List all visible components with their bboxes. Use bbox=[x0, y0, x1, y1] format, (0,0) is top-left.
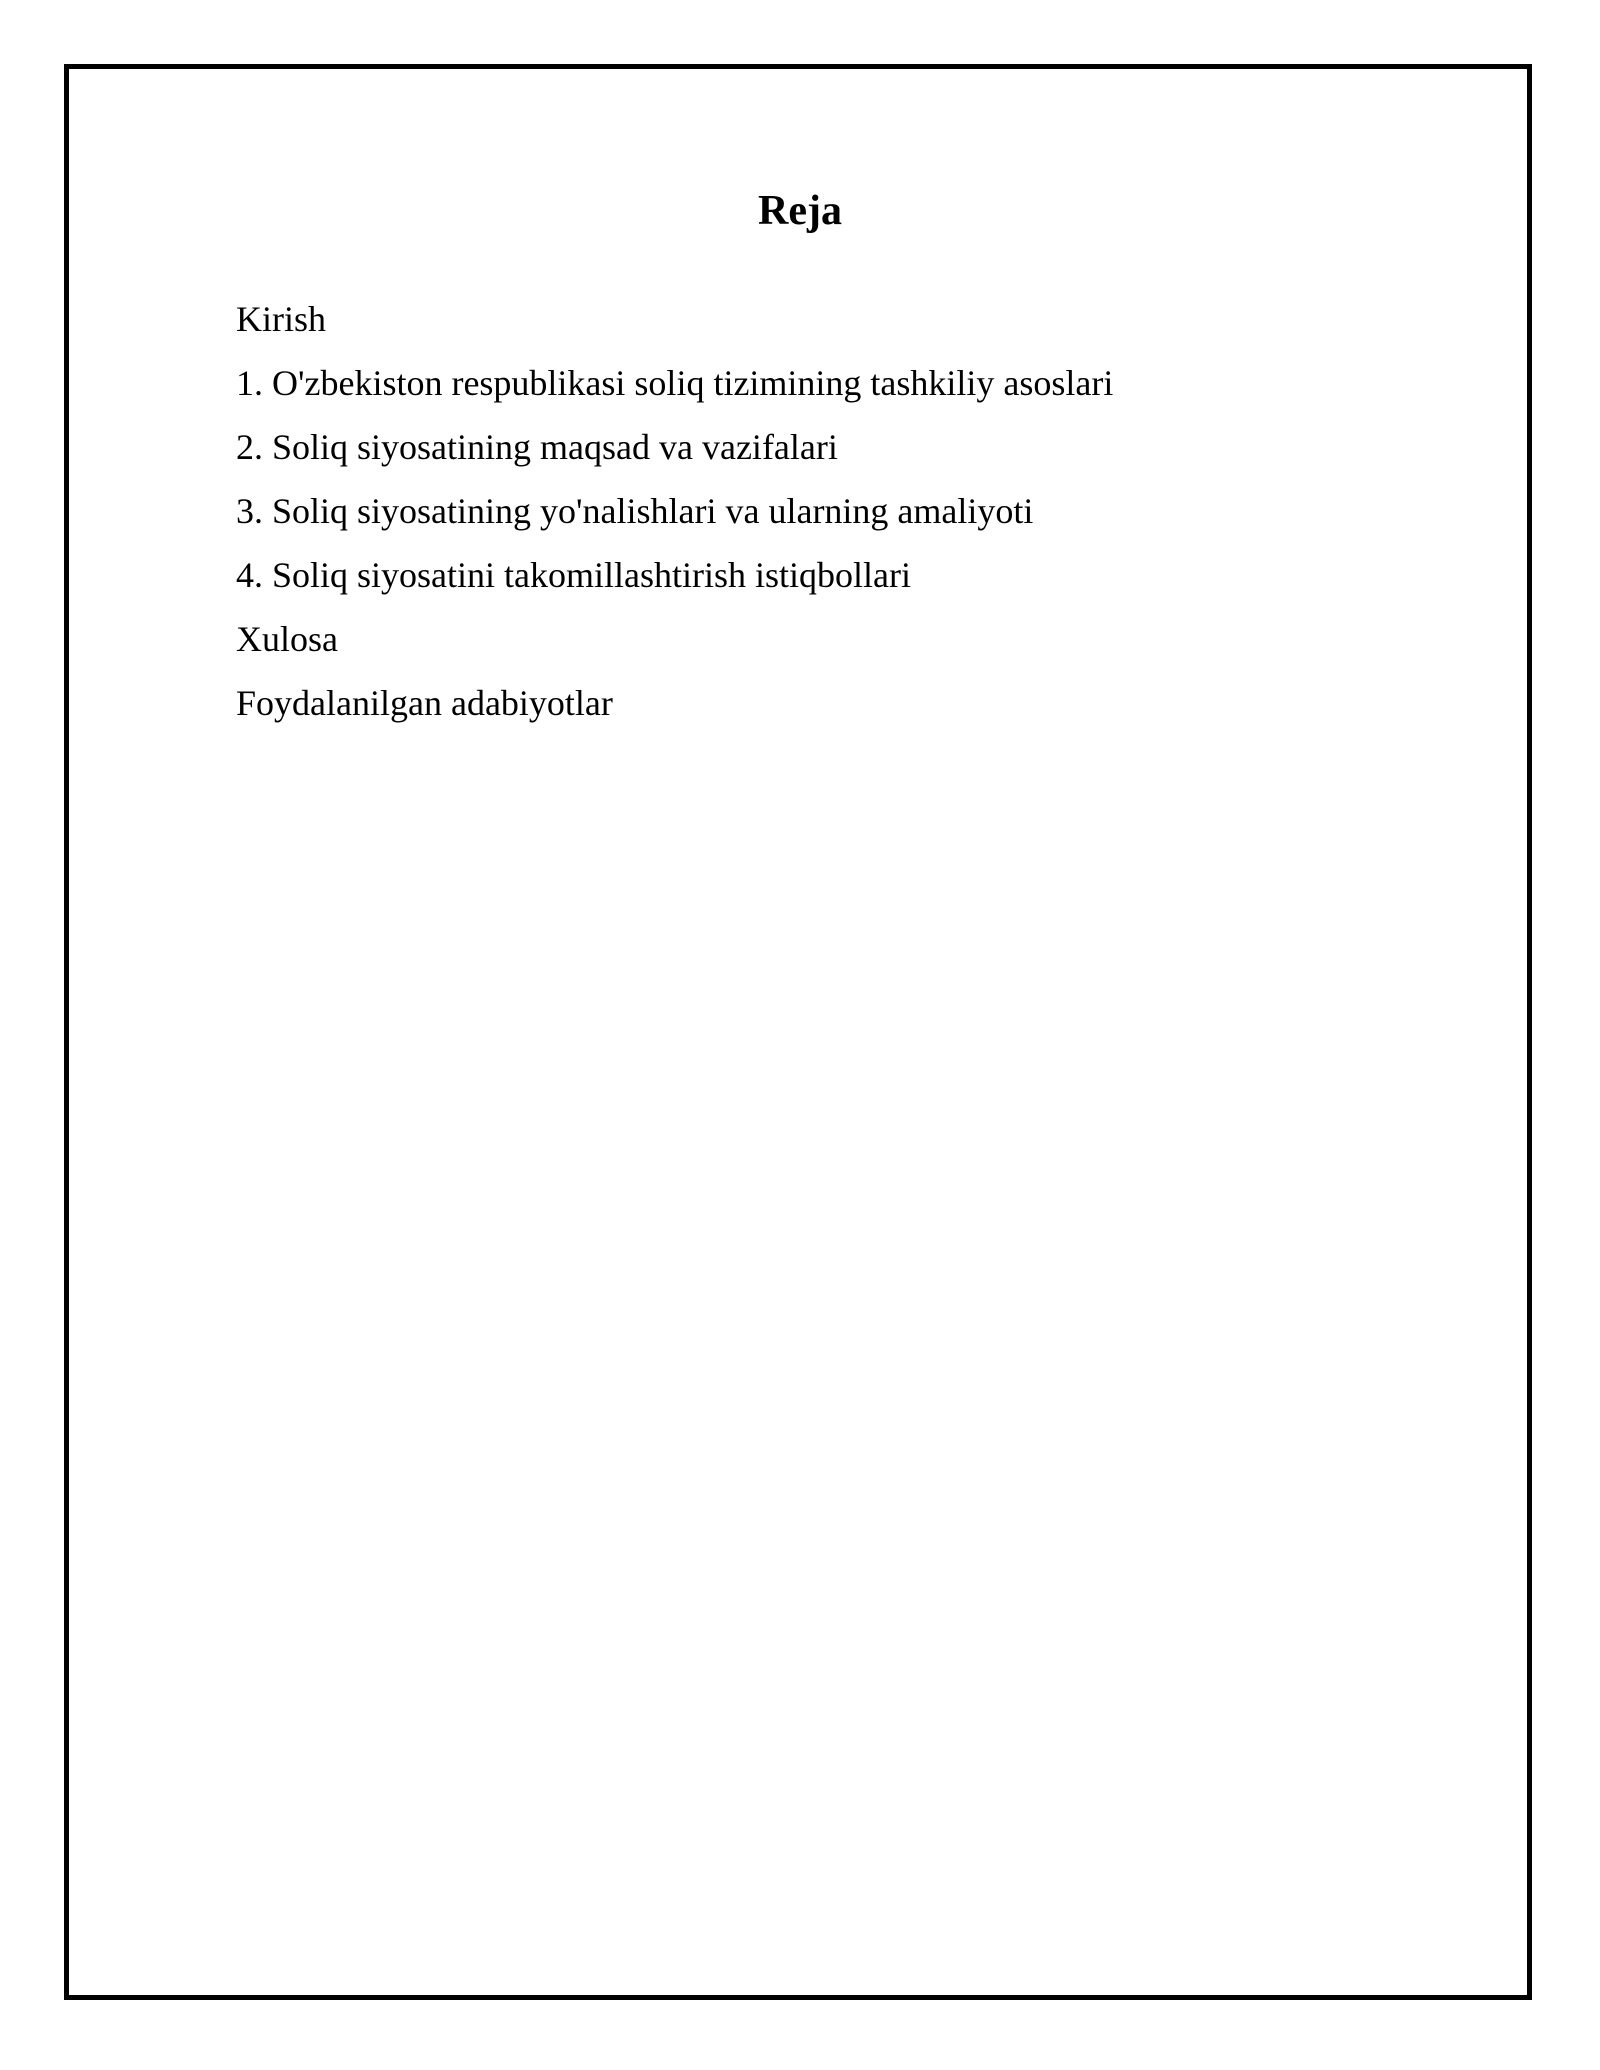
plan-list bbox=[236, 287, 1113, 735]
page-title: Reja bbox=[758, 188, 842, 234]
plan-item-chapter-1: 1. O'zbekiston respublikasi soliq tizimining tashkiliy asoslari bbox=[236, 363, 1114, 403]
plan-item-chapter-3: 3. Soliq siyosatining yo'nalishlari va ularning amaliyoti bbox=[236, 491, 1034, 531]
plan-item-chapter-2: 2. Soliq siyosatining maqsad va vazifalari bbox=[236, 427, 838, 467]
plan-item-introduction: Kirish bbox=[236, 299, 326, 339]
plan-item-chapter-4: 4. Soliq siyosatini takomillashtirish istiqbollari bbox=[236, 555, 911, 595]
plan-item-conclusion: Xulosa bbox=[236, 619, 338, 659]
plan-item-references: Foydalanilgan adabiyotlar bbox=[236, 683, 613, 723]
